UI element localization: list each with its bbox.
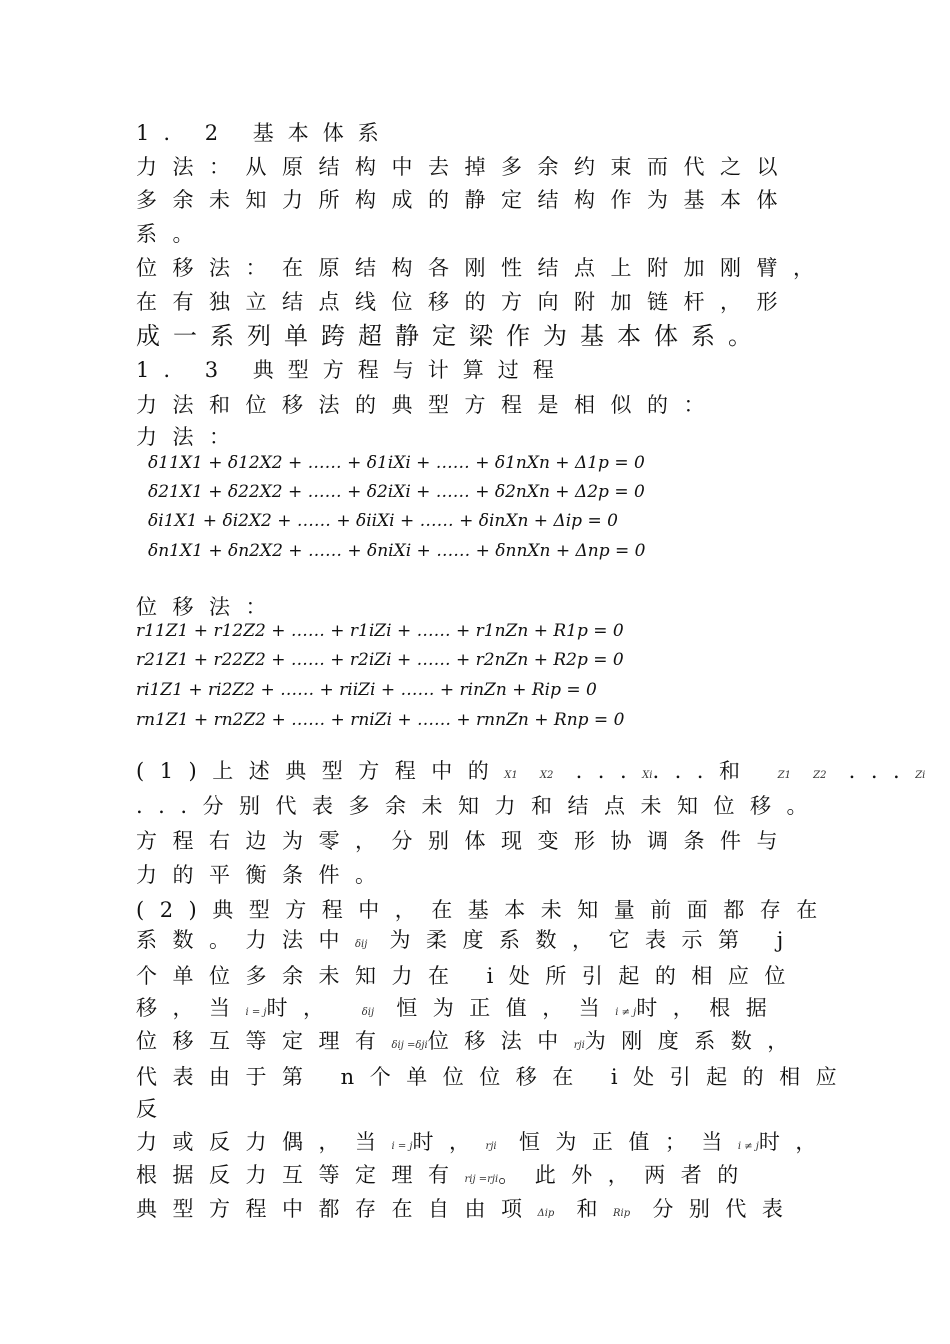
p2-text: 。此外，两者的: [498, 1163, 754, 1187]
section-heading-1-3: 1. 3 典型方程与计算过程: [136, 358, 568, 382]
symbol-i-not-equal-j: i ≠ j: [615, 1007, 637, 1018]
p2-text: 为柔度系数，它表示第 j: [389, 928, 799, 952]
p2-text: 恒为正值；当: [518, 1130, 738, 1154]
p2-text: 时，根据: [636, 996, 783, 1020]
symbol-i-not-equal-j: i ≠ j: [737, 1141, 759, 1152]
paragraph-2-line-8: [136, 1129, 832, 1160]
force-equation: δn1X1 + δn2X2 + …… + δniXi + …… + δnnXn + Δnp = 0: [148, 541, 646, 561]
paragraph-1-line-4: 力的平衡条件。: [136, 863, 392, 887]
displacement-equation: rn1Z1 + rn2Z2 + …… + rniZi + …… + rnnZn + Rnp = 0: [136, 710, 625, 730]
paragraph-2-line-4: [136, 995, 782, 1026]
paragraph-1-line-1: [136, 758, 925, 789]
symbol-r-symmetry: rij =rji: [464, 1174, 499, 1185]
symbol-zi: Zi: [915, 770, 926, 781]
symbol-z2: Z2: [813, 770, 827, 781]
displacement-method-definition-line-3: 成一系列单跨超静定梁作为基本体系。: [136, 322, 765, 350]
paragraph-2-line-9: [136, 1162, 754, 1193]
force-method-label: 力法：: [136, 425, 246, 449]
p2-text: 恒为正值，当: [396, 996, 616, 1020]
p2-text: 分别代表: [652, 1197, 799, 1221]
p1-text: ...和: [652, 759, 756, 783]
force-equation: δ21X1 + δ22X2 + …… + δ2iXi + …… + δ2nXn + Δ2p = 0: [148, 482, 645, 502]
paragraph-2-line-2: [136, 927, 799, 958]
ellipsis: ...: [848, 759, 916, 783]
p2-text: 位移法中: [427, 1029, 574, 1053]
symbol-xi: Xi: [642, 770, 653, 781]
p2-text: 根据反力互等定理有: [136, 1163, 465, 1187]
p2-text: 移，当: [136, 996, 246, 1020]
force-method-definition-line-1: 力法：从原结构中去掉多余约束而代之以: [136, 155, 793, 179]
paragraph-2-line-6: 代表由于第 n个单位位移在 i处引起的相应: [136, 1065, 853, 1089]
paragraph-1-line-2: ...分别代表多余未知力和结点未知位移。: [136, 794, 824, 818]
paragraph-2-line-7: 反: [136, 1097, 173, 1121]
symbol-r-ji: rji: [485, 1141, 497, 1152]
displacement-equation: ri1Z1 + ri2Z2 + …… + riiZi + …… + rinZn + Rip = 0: [136, 680, 597, 700]
p2-text: 系数。力法中: [136, 928, 355, 952]
similarity-intro: 力法和位移法的典型方程是相似的：: [136, 393, 720, 417]
symbol-delta-ij: δij: [361, 1007, 375, 1018]
force-method-definition-line-2: 多余未知力所构成的静定结构作为基本体: [136, 188, 793, 212]
section-heading-1-2: 1. 2 基本体系: [136, 121, 393, 145]
symbol-i-equals-j: i = j: [245, 1007, 267, 1018]
p2-text: 时，: [412, 1130, 486, 1154]
symbol-i-equals-j: i = j: [391, 1141, 413, 1152]
symbol-delta-ip: Δip: [537, 1208, 555, 1219]
p2-text: 位移互等定理有: [136, 1029, 392, 1053]
symbol-r-ji: rji: [573, 1040, 585, 1051]
paragraph-2-line-5: [136, 1028, 804, 1059]
p2-text: 为刚度系数，: [584, 1029, 804, 1053]
cropped-text-fragment: [136, 736, 436, 744]
ellipsis: ...: [575, 759, 643, 783]
symbol-delta-ij: δij: [355, 939, 368, 950]
symbol-x1: X1: [504, 770, 518, 781]
paragraph-1-line-3: 方程右边为零，分别体现变形协调条件与: [136, 829, 793, 853]
force-equation: δi1X1 + δi2X2 + …… + δiiXi + …… + δinXn + Δip = 0: [148, 511, 618, 531]
p2-text: 典型方程中都存在自由项: [136, 1197, 538, 1221]
force-method-definition-line-3: 系。: [136, 222, 209, 246]
symbol-r-ip: Rip: [613, 1208, 631, 1219]
p2-text: 和: [576, 1197, 614, 1221]
symbol-x2: X2: [539, 770, 554, 781]
displacement-equation: r21Z1 + r22Z2 + …… + r2iZi + …… + r2nZn + R2p = 0: [136, 650, 624, 670]
force-equation: δ11X1 + δ12X2 + …… + δ1iXi + …… + δ1nXn + Δ1p = 0: [148, 453, 645, 473]
p1-text: (1)上述典型方程中的: [136, 759, 505, 783]
symbol-delta-symmetry: δij =δji: [391, 1040, 428, 1051]
symbol-z1: Z1: [777, 770, 791, 781]
displacement-method-definition-line-1: 位移法：在原结构各刚性结点上附加刚臂，: [136, 256, 830, 280]
p2-text: 力或反力偶，当: [136, 1130, 392, 1154]
displacement-equation: r11Z1 + r12Z2 + …… + r1iZi + …… + r1nZn + R1p = 0: [136, 621, 624, 641]
displacement-method-definition-line-2: 在有独立结点线位移的方向附加链杆，形: [136, 290, 793, 314]
displacement-method-label: 位移法：: [136, 595, 282, 619]
paragraph-2-line-3: 个单位多余未知力在 i处所引起的相应位: [136, 964, 801, 988]
p2-text: 时，: [758, 1130, 832, 1154]
p2-text: 时，: [266, 996, 340, 1020]
paragraph-2-line-10: [136, 1196, 798, 1227]
paragraph-2-line-1: (2)典型方程中，在基本未知量前面都存在: [136, 898, 833, 922]
